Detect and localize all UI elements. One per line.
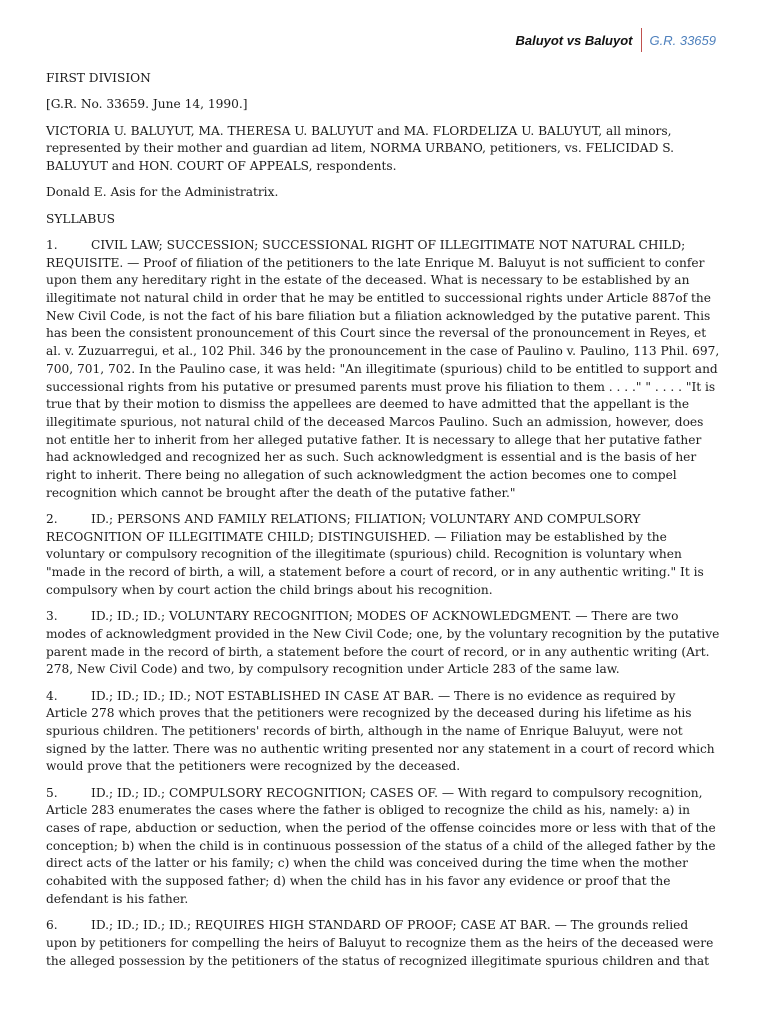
syllabus-item (46, 688, 720, 777)
syllabus-item-number: 3. (46, 609, 58, 624)
counsel-line: Donald E. Asis for the Administratrix. (46, 185, 279, 200)
syllabus-item-text: ID.; ID.; ID.; COMPULSORY RECOGNITION; CASES OF. — With regard to compulsory recognition, Article 283 enumerates the cases where the father is obliged to recognize the child as his, namely: a) in cases of rape, abduction or seduction, when the period of the offense coincides more or less with that of the conception; b) when the child is in continuous possession of the status of a child of the alleged father by the direct acts of the latter or his family; c) when the child was conceived during the time when the mother cohabited with the supposed father; d) when the child has in his favor any evidence or proof that the defendant is his father. (46, 785, 716, 906)
header-case-title: Baluyot vs Baluyot (515, 32, 633, 48)
syllabus-item-text: ID.; ID.; ID.; ID.; NOT ESTABLISHED IN CASE AT BAR. — There is no evidence as required by Article 278 which proves that the petitioners were recognized by the deceased during his lifetime as his spurious children. The petitioners' records of birth, although in the name of Enrique Baluyut, were not signed by the latter. There was no authentic writing presented nor any statement in a court of record which would prove that the petitioners were recognized by the deceased. (46, 688, 715, 774)
syllabus-item-number: 5. (46, 785, 58, 800)
syllabus-item (46, 917, 720, 970)
syllabus-item (46, 608, 720, 679)
syllabus-item-text: ID.; PERSONS AND FAMILY RELATIONS; FILIATION; VOLUNTARY AND COMPULSORY RECOGNITION OF ILLEGITIMATE CHILD; DISTINGUISHED. — Filiation may be established by the voluntary or compulsory recognition of the illegitimate (spurious) child. Recognition is voluntary when "made in the record of birth, a will, a statement before a court of record, or in any authentic writing." It is compulsory when by court action the child brings about his recognition. (46, 512, 704, 597)
syllabus-item-number: 2. (46, 512, 58, 527)
syllabus-item (46, 237, 720, 503)
document-body (46, 70, 720, 979)
syllabus-item-text: CIVIL LAW; SUCCESSION; SUCCESSIONAL RIGHT OF ILLEGITIMATE NOT NATURAL CHILD; REQUISITE. — Proof of filiation of the petitioners to the late Enrique M. Baluyut is not sufficient to confer upon them any hereditary right in the estate of the deceased. What is necessary to be established by an illegitimate not natural child in order that he may be entitled to successional rights under Article 887of the New Civil Code, is not the fact of his bare filiation but a filiation acknowledged by the putative parent. This has been the consistent pronouncement of this Court since the reversal of the pronouncement in Reyes, et al. v. Zuzuarregui, et al., 102 Phil. 346 by the pronouncement in the case of Paulino v. Paulino, 113 Phil. 697, 700, 701, 702. In the Paulino case, it was held: "An illegitimate (spurious) child to be entitled to support and successional rights from his putative or presumed parents must prove his filiation to them . . . ." " . . . . "It is true that by their motion to dismiss the appellees are deemed to have admitted that the appellant is the illegitimate spurious, not natural child of the deceased Marcos Paulino. Such an admission, however, does not entitle her to inherit from her alleged putative father. It is necessary to allege that her putative father had acknowledged and recognized her as such. Such acknowledgment is essential and is the basis of her right to inherit. There being no allegation of such acknowledgment the action becomes one to compel recognition which cannot be brought after the death of the putative father." (46, 237, 720, 500)
syllabus-item-number: 1. (46, 237, 58, 252)
syllabus-heading: SYLLABUS (46, 211, 115, 226)
page-header (515, 28, 716, 52)
syllabus-item-number: 4. (46, 688, 58, 703)
header-divider (641, 28, 642, 52)
parties-paragraph: VICTORIA U. BALUYUT, MA. THERESA U. BALUYUT and MA. FLORDELIZA U. BALUYUT, all minors, represented by their mother and guardian ad litem, NORMA URBANO, petitioners, vs. FELICIDAD S. BALUYUT and HON. COURT OF APPEALS, respondents. (46, 123, 675, 173)
syllabus-item-text: ID.; ID.; ID.; ID.; REQUIRES HIGH STANDARD OF PROOF; CASE AT BAR. — The grounds relied upon by petitioners for compelling the heirs of Baluyut to recognize them as the heirs of the deceased were the alleged possession by the petitioners of the status of recognized illegitimate spurious children and that (46, 918, 714, 968)
header-case-number: G.R. 33659 (649, 32, 716, 48)
syllabus-item (46, 785, 720, 909)
syllabus-item (46, 511, 720, 600)
syllabus-item-number: 6. (46, 918, 58, 933)
syllabus-item-text: ID.; ID.; ID.; VOLUNTARY RECOGNITION; MODES OF ACKNOWLEDGMENT. — There are two modes of acknowledgment provided in the New Civil Code; one, by the voluntary recognition by the putative parent made in the record of birth, a statement before the court of record, or in any authentic writing (Art. 278, New Civil Code) and two, by compulsory recognition under Article 283 of the same law. (46, 609, 720, 677)
case-number-line: [G.R. No. 33659. June 14, 1990.] (46, 97, 248, 112)
division-heading: FIRST DIVISION (46, 71, 151, 85)
